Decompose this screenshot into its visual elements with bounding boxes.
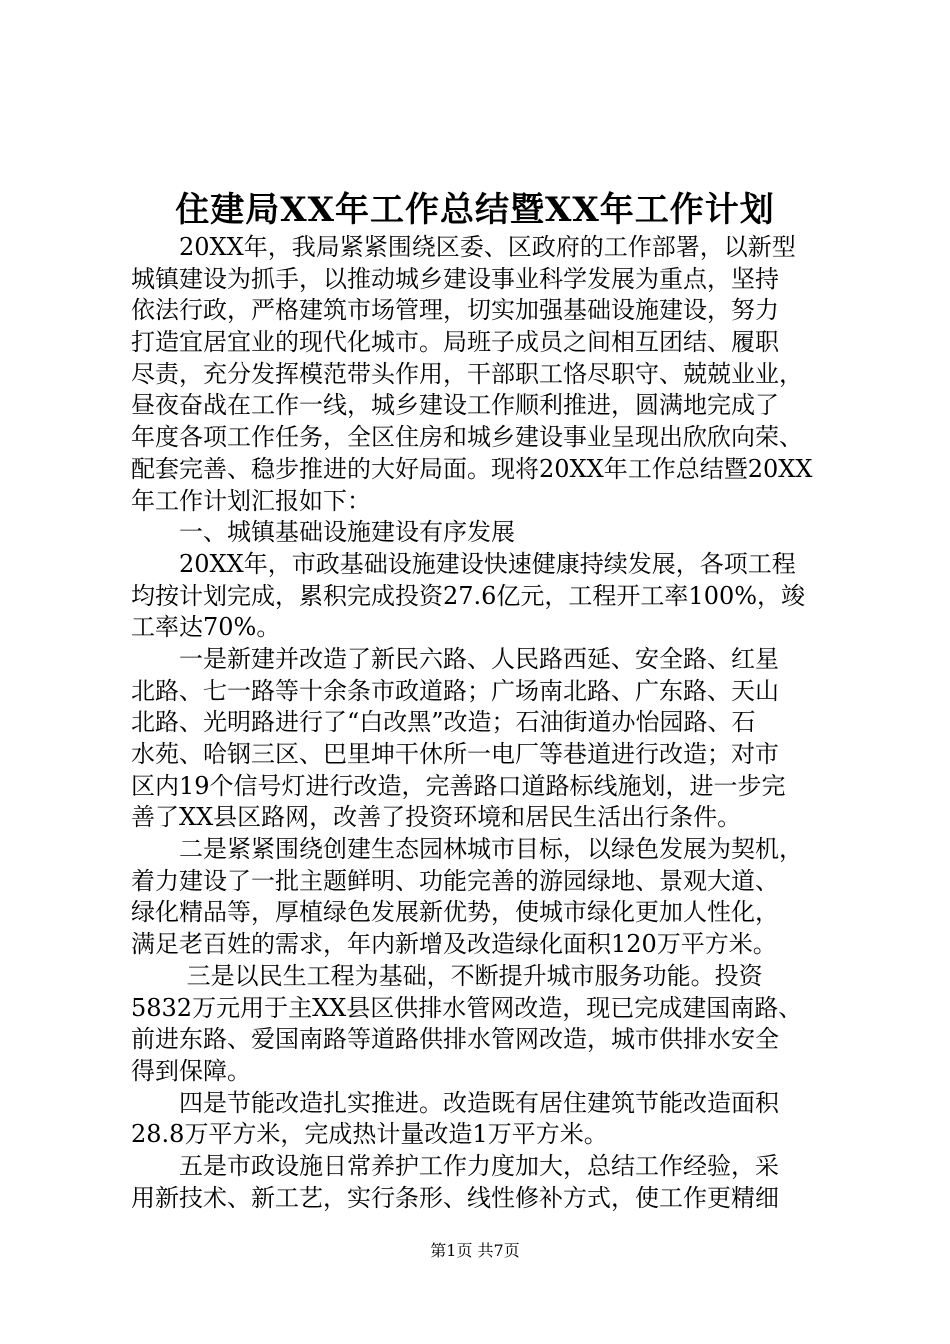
paragraph-line: 20XX年，我局紧紧围绕区委、区政府的工作部署，以新型 (131, 233, 796, 261)
paragraph-line: 水苑、哈钢三区、巴里坤干休所一电厂等巷道进行改造；对市 (131, 740, 779, 768)
paragraph-line: 尽责，充分发挥模范带头作用，干部职工恪尽职守、兢兢业业， (131, 359, 803, 388)
paragraph-line: 一是新建并改造了新民六路、人民路西延、安全路、红星 (131, 644, 779, 673)
paragraph-line: 用新技术、新工艺，实行条形、线性修补方式，使工作更精细 (131, 1183, 779, 1212)
page-footer: 第1页 共7页 (430, 1241, 520, 1260)
paragraph-line: 北路、七一路等十余条市政道路；广场南北路、广东路、天山 (131, 676, 779, 705)
document-title: 住建局XX年工作总结暨XX年工作计划 (175, 190, 775, 230)
paragraph-line: 工率达70%。 (131, 613, 281, 642)
paragraph-line: 昼夜奋战在工作一线，城乡建设工作顺利推进，圆满地完成了 (131, 391, 779, 420)
paragraph-line: 依法行政，严格建筑市场管理，切实加强基础设施建设，努力 (131, 296, 779, 325)
paragraph-line: 20XX年，市政基础设施建设快速健康持续发展，各项工程 (131, 549, 796, 578)
paragraph-line: 五是市政设施日常养护工作力度加大，总结工作经验，采 (131, 1151, 779, 1180)
paragraph-line: 均按计划完成，累积完成投资27.6亿元，工程开工率100%，竣 (131, 581, 806, 610)
paragraph-line: 前进东路、爱国南路等道路供排水管网改造，城市供排水安全 (131, 1025, 779, 1054)
paragraph-line: 一、城镇基础设施建设有序发展 (131, 518, 515, 547)
paragraph-line: 打造宜居宜业的现代化城市。局班子成员之间相互团结、履职 (131, 328, 779, 357)
paragraph-line: 城镇建设为抓手，以推动城乡建设事业科学发展为重点，坚持 (131, 264, 779, 293)
document-body (131, 232, 831, 1214)
paragraph-line: 配套完善、稳步推进的大好局面。现将20XX年工作总结暨20XX (131, 454, 813, 483)
paragraph-line: 得到保障。 (131, 1056, 251, 1085)
paragraph-line: 北路、光明路进行了“白改黑”改造；石油街道办怡园路、石 (131, 708, 756, 737)
paragraph-line: 绿化精品等，厚植绿色发展新优势，使城市绿化更加人性化， (131, 898, 779, 927)
paragraph-line: 满足老百姓的需求，年内新增及改造绿化面积120万平方米。 (131, 930, 777, 959)
paragraph-line: 四是节能改造扎实推进。改造既有居住建筑节能改造面积 (131, 1088, 779, 1117)
paragraph-line: 年工作计划汇报如下： (131, 486, 371, 515)
paragraph-line: 28.8万平方米，完成热计量改造1万平方米。 (131, 1120, 608, 1149)
paragraph-line: 5832万元用于主XX县区供排水管网改造，现已完成建国南路、 (131, 993, 803, 1022)
paragraph-line: 着力建设了一批主题鲜明、功能完善的游园绿地、景观大道、 (131, 866, 779, 895)
paragraph-line: 区内19个信号灯进行改造，完善路口道路标线施划，进一步完 (131, 771, 786, 800)
paragraph-line: 年度各项工作任务，全区住房和城乡建设事业呈现出欣欣向荣、 (131, 423, 803, 452)
paragraph-line: 二是紧紧围绕创建生态园林城市目标，以绿色发展为契机， (131, 835, 803, 864)
paragraph-line: 善了XX县区路网，改善了投资环境和居民生活出行条件。 (131, 803, 742, 832)
paragraph-line: 三是以民生工程为基础，不断提升城市服务功能。投资 (131, 961, 763, 990)
